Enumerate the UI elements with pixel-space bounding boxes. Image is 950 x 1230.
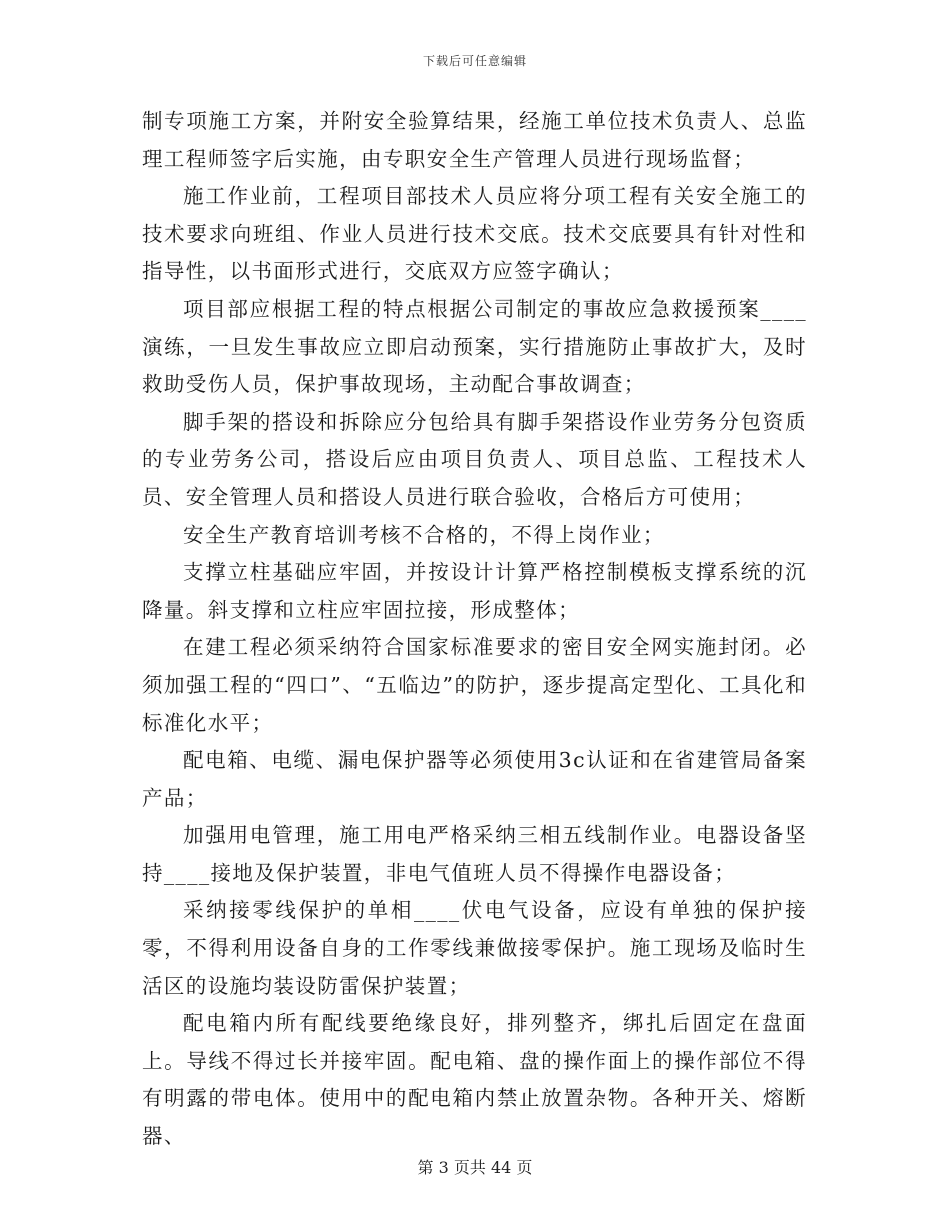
paragraph-8: 配电箱、电缆、漏电保护器等必须使用3c认证和在省建管局备案产品； — [142, 748, 807, 810]
page-number: 第 3 页共 44 页 — [417, 1158, 533, 1177]
paragraph-4: 脚手架的搭设和拆除应分包给具有脚手架搭设作业劳务分包资质的专业劳务公司，搭设后应由项目负责人、项目总监、工程技术人员、安全管理人员和搭设人员进行联合验收，合格后方可使用； — [142, 409, 807, 509]
document-body — [142, 103, 807, 1156]
paragraph-9: 加强用电管理，施工用电严格采纳三相五线制作业。电器设备坚持____接地及保护装置，非电气值班人员不得操作电器设备； — [142, 823, 807, 885]
page-header: 下载后可任意编辑 — [422, 54, 527, 68]
paragraph-5: 安全生产教育培训考核不合格的，不得上岗作业； — [183, 522, 665, 547]
paragraph-1: 制专项施工方案，并附安全验算结果，经施工单位技术负责人、总监理工程师签字后实施，由专职安全生产管理人员进行现场监督； — [142, 109, 807, 171]
paragraph-7: 在建工程必须采纳符合国家标准要求的密目安全网实施封闭。必须加强工程的“四口”、“五临边”的防护，逐步提高定型化、工具化和标准化水平； — [142, 635, 807, 735]
paragraph-11: 配电箱内所有配线要绝缘良好，排列整齐，绑扎后固定在盘面上。导线不得过长并接牢固。配电箱、盘的操作面上的操作部位不得有明露的带电体。使用中的配电箱内禁止放置杂物。各种开关、熔断器、 — [142, 1011, 807, 1149]
paragraph-3: 项目部应根据工程的特点根据公司制定的事故应急救援预案____演练，一旦发生事故应立即启动预案，实行措施防止事故扩大，及时救助受伤人员，保护事故现场，主动配合事故调查； — [142, 296, 807, 397]
paragraph-2: 施工作业前，工程项目部技术人员应将分项工程有关安全施工的技术要求向班组、作业人员进行技术交底。技术交底要具有针对性和指导性，以书面形式进行，交底双方应签字确认； — [142, 184, 807, 284]
paragraph-10: 采纳接零线保护的单相____伏电气设备，应设有单独的保护接零，不得利用设备自身的工作零线兼做接零保护。施工现场及临时生活区的设施均装设防雷保护装置； — [142, 898, 807, 998]
paragraph-6: 支撑立柱基础应牢固，并按设计计算严格控制模板支撑系统的沉降量。斜支撑和立柱应牢固拉接，形成整体； — [142, 560, 807, 622]
